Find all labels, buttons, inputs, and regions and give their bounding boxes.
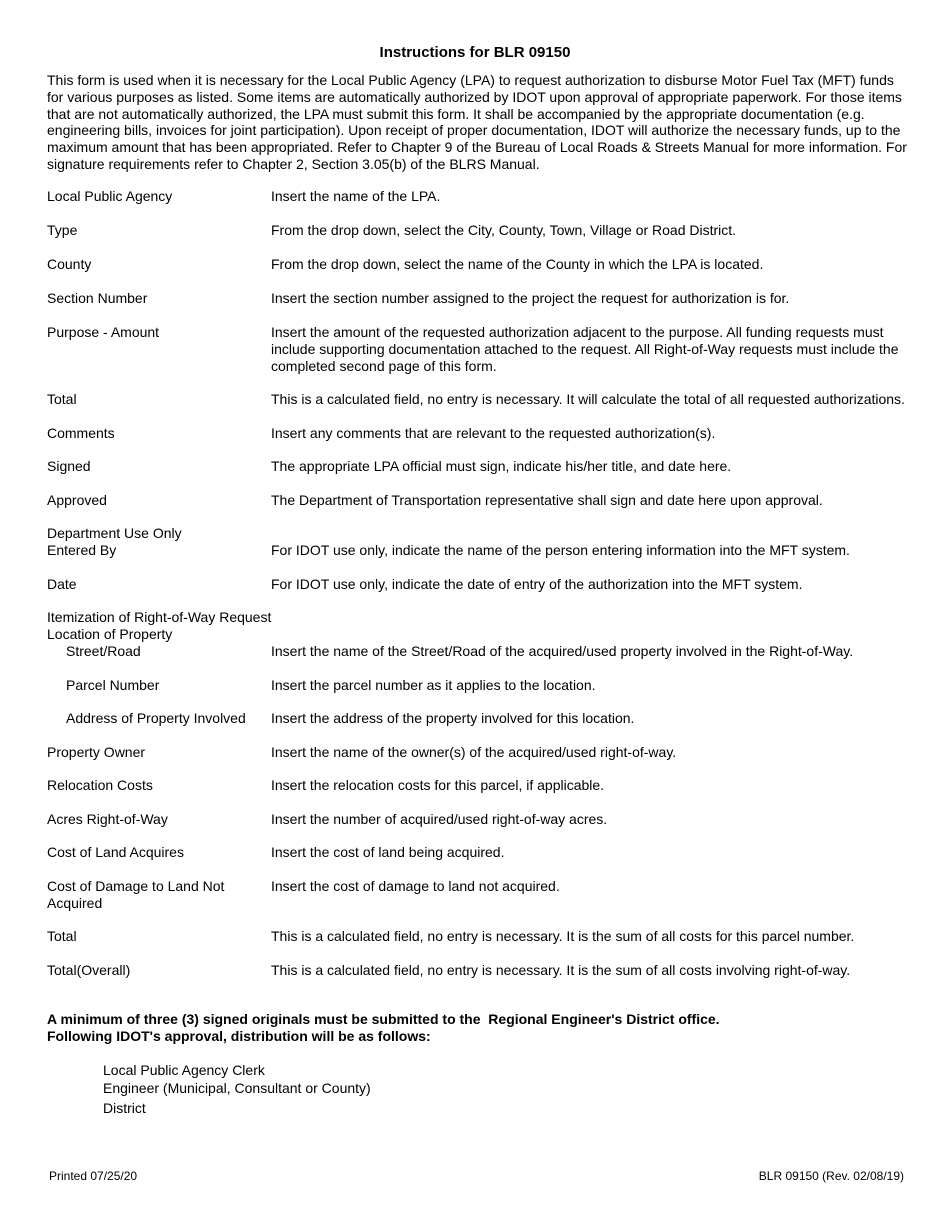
row-desc: For IDOT use only, indicate the date of entry of the authorization into the MFT system. <box>271 576 803 592</box>
row-label: Acres Right-of-Way <box>47 811 168 827</box>
row-desc: This is a calculated field, no entry is necessary. It is the sum of all costs for this parcel number. <box>271 928 855 944</box>
row-label: County <box>47 256 92 272</box>
page-title: Instructions for BLR 09150 <box>379 44 571 61</box>
row-label: Approved <box>47 492 107 508</box>
submission-notice <box>47 1011 912 1045</box>
row-desc: Insert the name of the owner(s) of the acquired/used right-of-way. <box>271 744 677 760</box>
distribution-item: Engineer (Municipal, Consultant or County) <box>103 1080 371 1096</box>
row-desc: Insert the section number assigned to the project the request for authorization is for. <box>271 290 790 306</box>
row-desc: Insert any comments that are relevant to the requested authorization(s). <box>271 425 716 441</box>
row-desc: Insert the name of the LPA. <box>271 188 441 204</box>
row-label: Total(Overall) <box>47 962 131 978</box>
row-label: Cost of Damage to Land Not Acquired <box>47 878 225 911</box>
row-desc: From the drop down, select the name of the County in which the LPA is located. <box>271 256 764 272</box>
distribution-item: Local Public Agency Clerk <box>103 1062 265 1078</box>
row-label: Date <box>47 576 77 592</box>
row-desc: Insert the name of the Street/Road of the acquired/used property involved in the Right-of-Way. <box>271 643 854 659</box>
row-label: Signed <box>47 458 91 474</box>
row-desc: The appropriate LPA official must sign, indicate his/her title, and date here. <box>271 458 732 474</box>
row-label: Local Public Agency <box>47 188 173 204</box>
row-desc: Insert the amount of the requested authorization adjacent to the purpose. All funding requests must include supporting documentation attached to the request. All Right-of-Way requests must include the completed second page of this form. <box>271 324 899 374</box>
row-desc: The Department of Transportation representative shall sign and date here upon approval. <box>271 492 823 508</box>
row-label: Total <box>47 391 77 407</box>
row-desc: This is a calculated field, no entry is necessary. It is the sum of all costs involving right-of-way. <box>271 962 851 978</box>
form-revision: BLR 09150 (Rev. 02/08/19) <box>758 1169 904 1183</box>
notice-line-1: A minimum of three (3) signed originals must be submitted to the Regional Engineer's District office. <box>47 1011 720 1027</box>
printed-date: Printed 07/25/20 <box>49 1169 138 1183</box>
row-label: Department Use Only <box>47 525 182 541</box>
row-label: Parcel Number <box>66 677 160 693</box>
row-label: Comments <box>47 425 115 441</box>
row-sublabel: Entered By <box>47 542 117 558</box>
row-label: Purpose - Amount <box>47 324 160 340</box>
distribution-list <box>103 1061 371 1117</box>
row-label: Relocation Costs <box>47 777 153 793</box>
row-desc: Insert the number of acquired/used right-of-way acres. <box>271 811 608 827</box>
row-label: Address of Property Involved <box>66 710 246 726</box>
row-desc: From the drop down, select the City, County, Town, Village or Road District. <box>271 222 737 238</box>
row-desc: Insert the relocation costs for this parcel, if applicable. <box>271 777 605 793</box>
row-desc: This is a calculated field, no entry is necessary. It will calculate the total of all requested authorizations. <box>271 391 905 407</box>
row-desc: Insert the cost of land being acquired. <box>271 844 505 860</box>
row-label: Property Owner <box>47 744 146 760</box>
distribution-item: District <box>103 1100 146 1116</box>
row-label: Itemization of Right-of-Way Request <box>47 609 272 625</box>
intro-paragraph: This form is used when it is necessary for the Local Public Agency (LPA) to request authorization to disburse Motor Fuel Tax (MFT) funds for various purposes as listed. Some items are automatically authorized by IDOT upon approval of appropriate paperwork. For those items that are not automatically authorized, the LPA must submit this form. It shall be accompanied by the appropriate documentation (e.g. engineering bills, invoices for joint participation). Upon receipt of proper documentation, IDOT will authorize the necessary funds, up to the maximum amount that has been appropriated. Refer to Chapter 9 of the Bureau of Local Roads & Streets Manual for more information. For signature requirements refer to Chapter 2, Section 3.05(b) of the BLRS Manual. <box>47 72 907 172</box>
row-label: Cost of Land Acquires <box>47 844 184 860</box>
row-label: Total <box>47 928 77 944</box>
row-desc: Insert the cost of damage to land not acquired. <box>271 878 560 894</box>
row-label: Section Number <box>47 290 148 306</box>
row-sublabel-indented: Street/Road <box>66 643 141 659</box>
row-sublabel: Location of Property <box>47 626 173 642</box>
row-desc: For IDOT use only, indicate the name of the person entering information into the MFT system. <box>271 542 850 558</box>
notice-line-2: Following IDOT's approval, distribution will be as follows: <box>47 1028 431 1044</box>
row-desc: Insert the parcel number as it applies to the location. <box>271 677 596 693</box>
row-label: Type <box>47 222 78 238</box>
row-desc: Insert the address of the property involved for this location. <box>271 710 635 726</box>
